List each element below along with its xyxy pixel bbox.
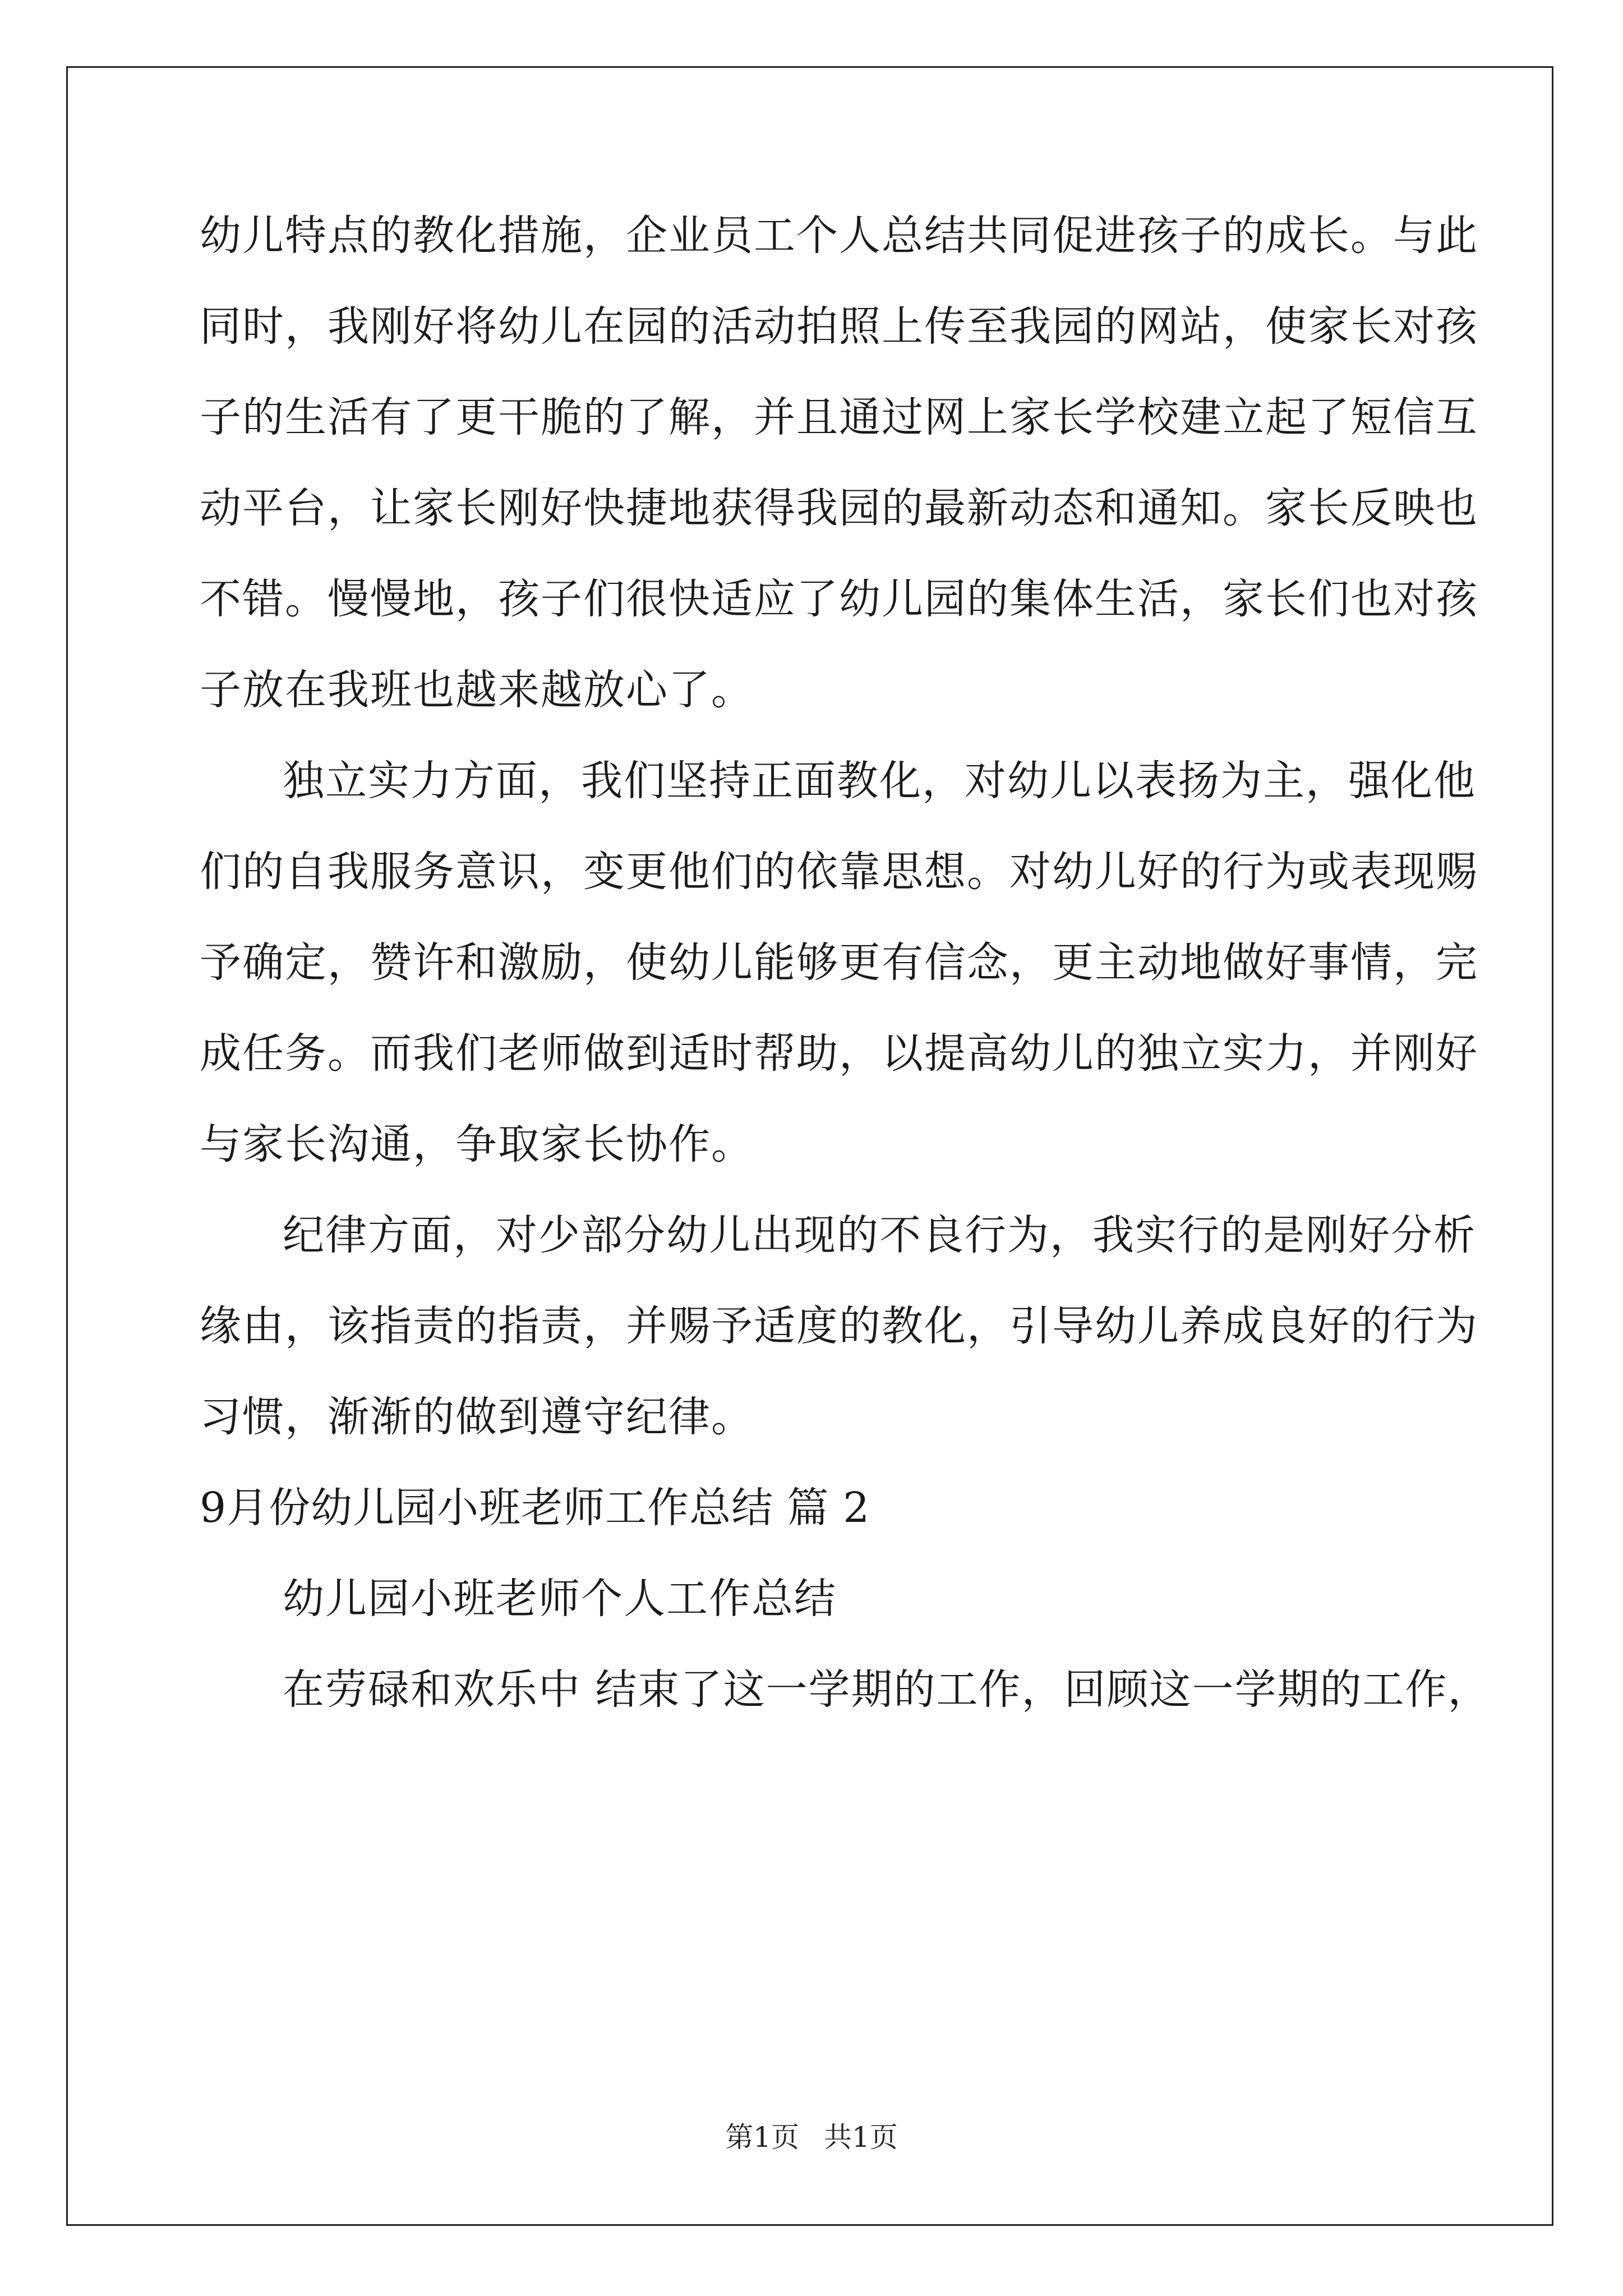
page-total: 共1页 bbox=[824, 2121, 898, 2154]
page-footer bbox=[0, 2120, 1623, 2154]
subheading: 幼儿园小班老师个人工作总结 bbox=[283, 1575, 837, 1623]
paragraph-first-line: 独立实力方面，我们坚持正面教化，对幼儿以表扬为主，强化他 bbox=[283, 757, 1476, 805]
text-line: 习惯，渐渐的做到遵守纪律。 bbox=[200, 1393, 754, 1441]
text-line: 们的自我服务意识，变更他们的依靠思想。对幼儿好的行为或表现赐 bbox=[200, 848, 1478, 896]
paragraph-first-line: 在劳碌和欢乐中 结束了这一学期的工作，回顾这一学期的工作， bbox=[283, 1665, 1491, 1714]
paragraph-first-line: 纪律方面，对少部分幼儿出现的不良行为，我实行的是刚好分析 bbox=[283, 1211, 1476, 1259]
text-line: 不错。慢慢地，孩子们很快适应了幼儿园的集体生活，家长们也对孩 bbox=[200, 575, 1478, 623]
page-number: 第1页 bbox=[725, 2121, 799, 2154]
text-line: 子放在我班也越来越放心了。 bbox=[200, 666, 754, 714]
text-line: 幼儿特点的教化措施，企业员工个人总结共同促进孩子的成长。与此 bbox=[200, 211, 1478, 260]
text-line: 动平台，让家长刚好快捷地获得我园的最新动态和通知。家长反映也 bbox=[200, 484, 1478, 532]
section-heading: 9月份幼儿园小班老师工作总结 篇 2 bbox=[200, 1484, 870, 1532]
text-line: 同时，我刚好将幼儿在园的活动拍照上传至我园的网站，使家长对孩 bbox=[200, 302, 1478, 351]
text-line: 子的生活有了更干脆的了解，并且通过网上家长学校建立起了短信互 bbox=[200, 393, 1478, 441]
text-line: 与家长沟通，争取家长协作。 bbox=[200, 1120, 754, 1168]
text-line: 予确定，赞许和激励，使幼儿能够更有信念，更主动地做好事情，完 bbox=[200, 938, 1478, 987]
text-line: 成任务。而我们老师做到适时帮助，以提高幼儿的独立实力，并刚好 bbox=[200, 1029, 1478, 1078]
text-line: 缘由，该指责的指责，并赐予适度的教化，引导幼儿养成良好的行为 bbox=[200, 1302, 1478, 1350]
